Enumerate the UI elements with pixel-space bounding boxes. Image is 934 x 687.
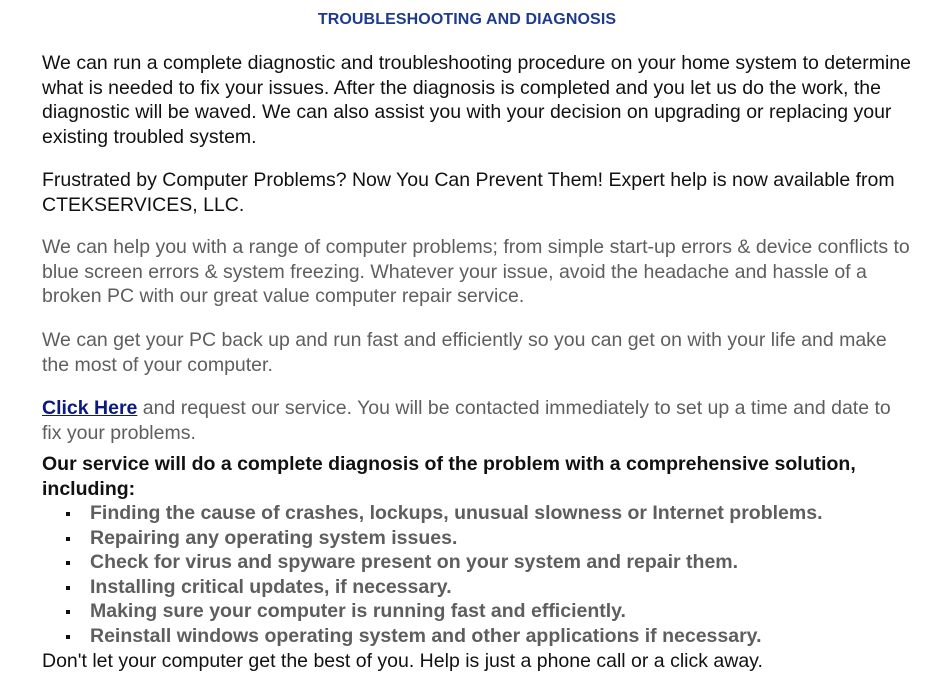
- list-item-text: Installing critical updates, if necessary.: [90, 575, 452, 598]
- list-item: [62, 575, 823, 600]
- backup-paragraph: We can get your PC back up and run fast and efficiently so you can get on with your life and make the most of your computer.: [42, 329, 887, 376]
- list-item: [62, 550, 823, 575]
- list-item-text: Check for virus and spyware present on your system and repair them.: [90, 551, 739, 574]
- service-heading: Our service will do a complete diagnosis of the problem with a comprehensive solution, including:: [42, 453, 856, 500]
- bullet-icon: [66, 512, 70, 516]
- bullet-icon: [66, 635, 70, 639]
- service-list: [62, 501, 823, 649]
- bullet-icon: [66, 586, 70, 590]
- frustrated-paragraph: Frustrated by Computer Problems? Now You Can Prevent Them! Expert help is now available from CTEKSERVICES, LLC.: [42, 169, 895, 216]
- list-item-text: Reinstall windows operating system and other applications if necessary.: [90, 624, 762, 647]
- bullet-icon: [66, 537, 70, 541]
- list-item: [62, 501, 823, 526]
- range-paragraph: We can help you with a range of computer problems; from simple start-up errors & device conflicts to blue screen errors & system freezing. Whatever your issue, avoid the headache and hassle of a broken PC with our great value computer repair service.: [42, 236, 910, 308]
- list-item-text: Finding the cause of crashes, lockups, unusual slowness or Internet problems.: [90, 502, 823, 524]
- list-item-text: Making sure your computer is running fast and efficiently.: [90, 600, 626, 623]
- intro-paragraph: We can run a complete diagnostic and troubleshooting procedure on your home system to determine what is needed to fix your issues. After the diagnosis is completed and you let us do the work, the diagnostic will be waved. We can also assist you with your decision on upgrading or replacing your existing troubled system.: [42, 52, 911, 148]
- bullet-icon: [66, 561, 70, 565]
- closing-paragraph: Don't let your computer get the best of you. Help is just a phone call or a click away.: [42, 650, 763, 672]
- list-item: [62, 526, 823, 551]
- bullet-icon: [66, 610, 70, 614]
- request-paragraph: [42, 396, 912, 445]
- page-title: TROUBLESHOOTING AND DIAGNOSIS: [317, 11, 617, 28]
- list-item: [62, 599, 823, 624]
- request-text: and request our service. You will be contacted immediately to set up a time and date to fix your problems.: [42, 397, 891, 444]
- list-item: [62, 624, 823, 649]
- click-here-link[interactable]: Click Here: [42, 397, 138, 419]
- list-item-text: Repairing any operating system issues.: [90, 526, 458, 549]
